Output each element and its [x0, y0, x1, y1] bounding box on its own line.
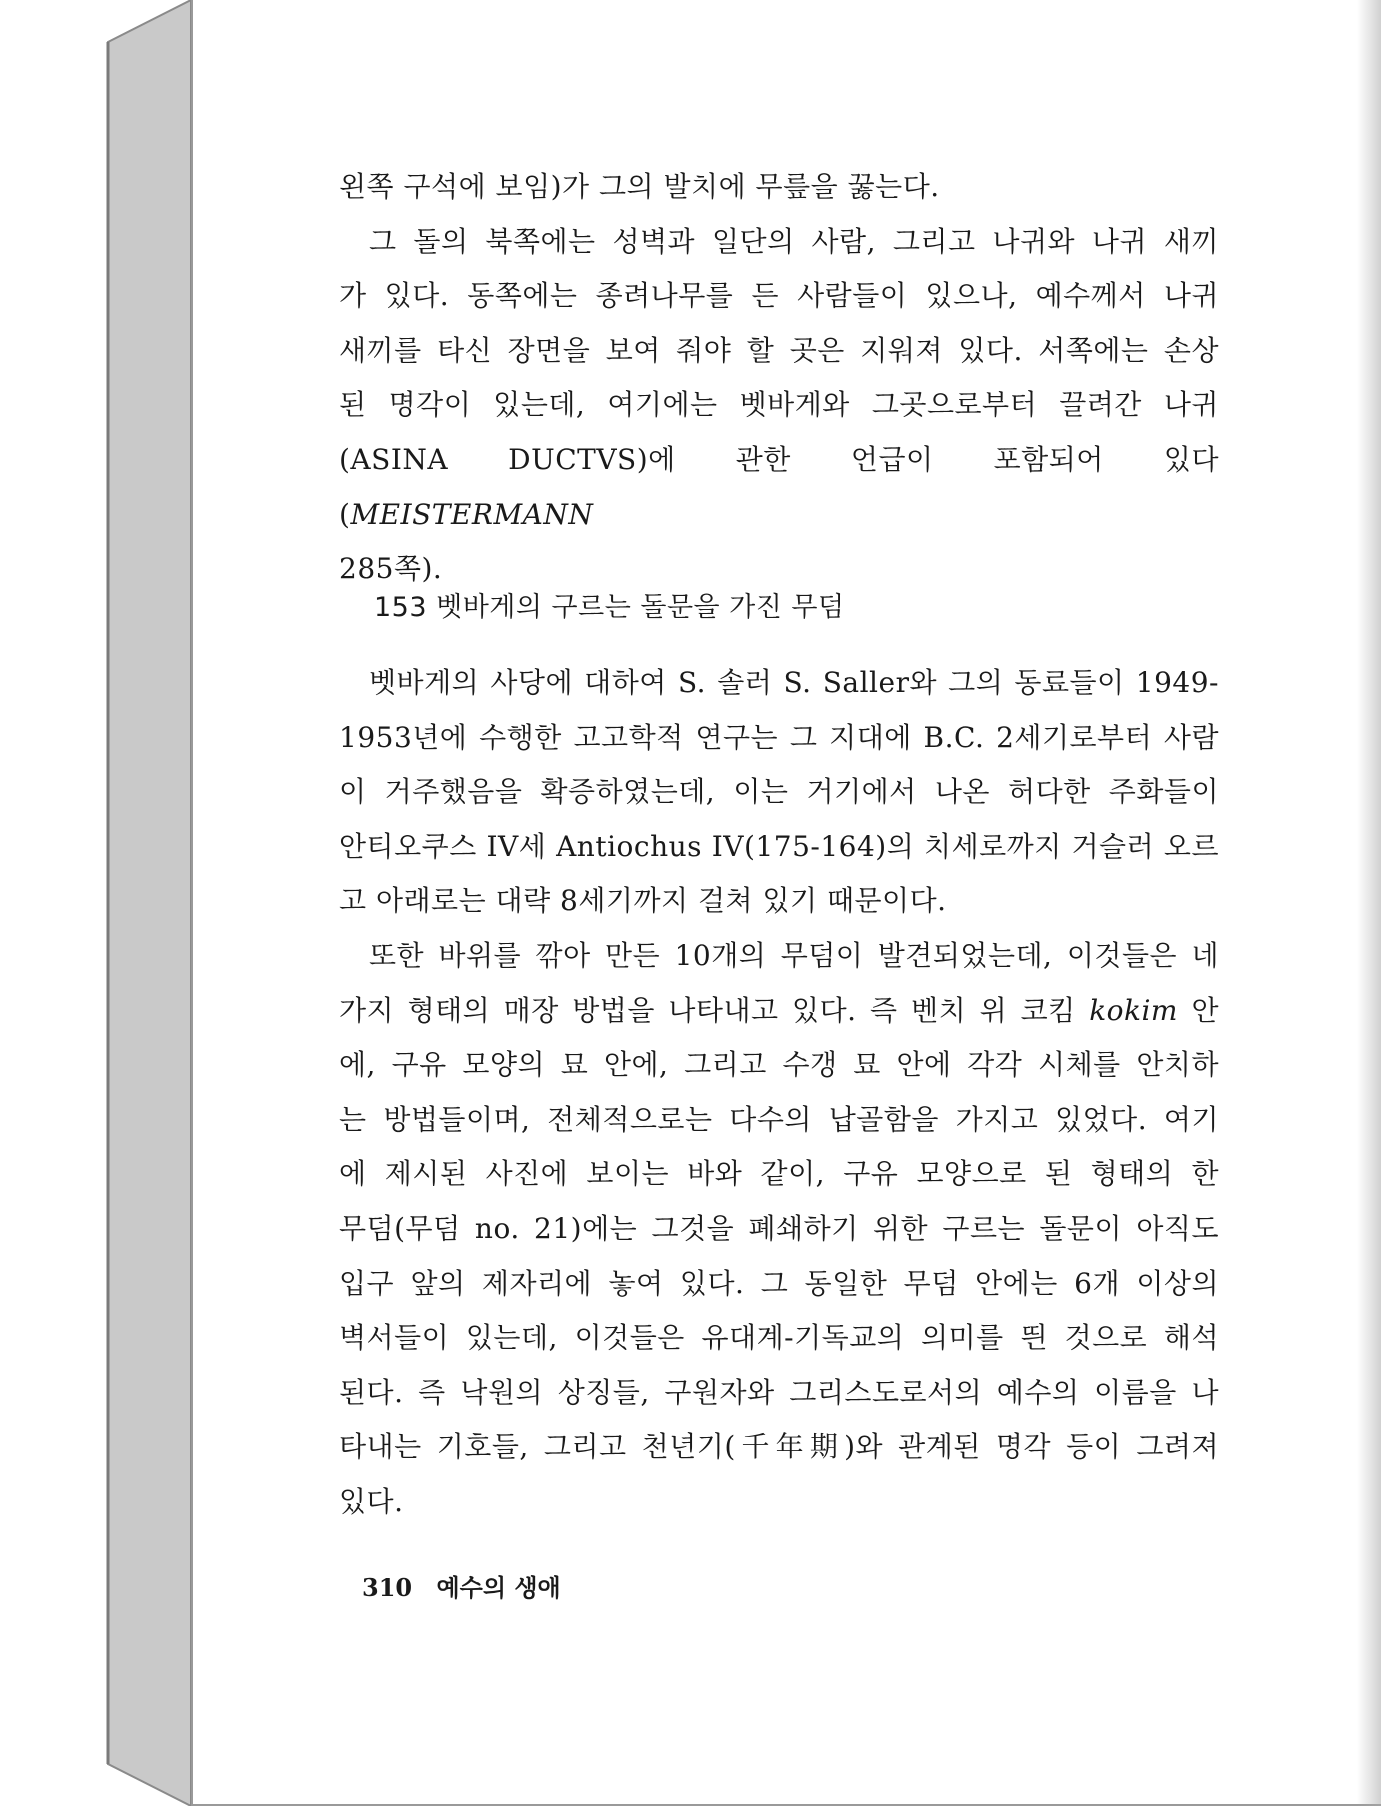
- text-line: 285쪽).: [339, 552, 443, 586]
- text-line: 1953년에 수행한 고고학적 연구는 그 지대에 B.C. 2세기로부터 사람: [339, 720, 1219, 754]
- paragraph-continuation: [339, 160, 1219, 215]
- text-line-with-citation: [339, 433, 1219, 542]
- paragraph-excavation: [339, 656, 1219, 929]
- text-line: 벽서들이 있는데, 이것들은 유대계-기독교의 의미를 띈 것으로 해석: [339, 1321, 1219, 1355]
- top-text-block: [339, 160, 1219, 597]
- section-heading: 153 벳바게의 구르는 돌문을 가진 무덤: [374, 592, 845, 623]
- text-line: 있다.: [339, 1484, 404, 1518]
- text-line: 그 돌의 북쪽에는 성벽과 일단의 사람, 그리고 나귀와 나귀 새끼: [369, 224, 1219, 258]
- text-line: 가 있다. 동쪽에는 종려나무를 든 사람들이 있으나, 예수께서 나귀: [339, 279, 1219, 313]
- italic-term: kokim: [1089, 993, 1178, 1027]
- book-edge: [0, 0, 200, 1806]
- citation-author: MEISTERMANN: [350, 497, 594, 531]
- text-line: 이 거주했음을 확증하였는데, 이는 거기에서 나온 허다한 주화들이: [339, 775, 1219, 809]
- text-segment: 안: [1177, 993, 1220, 1027]
- text-line: 또한 바위를 깎아 만든 10개의 무덤이 발견되었는데, 이것들은 네: [369, 938, 1219, 972]
- text-segment: 가지 형태의 매장 방법을 나타내고 있다. 즉 벤치 위 코킴: [339, 993, 1090, 1027]
- running-title: 예수의 생애: [436, 1573, 561, 1602]
- text-line: 고 아래로는 대략 8세기까지 걸쳐 있기 때문이다.: [339, 884, 947, 918]
- text-line: 왼쪽 구석에 보임)가 그의 발치에 무릎을 꿇는다.: [339, 170, 940, 203]
- text-line: 벳바게의 사당에 대하여 S. 솔러 S. Saller와 그의 동료들이 1949-: [369, 666, 1219, 699]
- page-footer: [362, 1568, 561, 1603]
- page-number: 310: [362, 1573, 413, 1602]
- text-line: 입구 앞의 제자리에 놓여 있다. 그 동일한 무덤 안에는 6개 이상의: [339, 1266, 1219, 1300]
- text-line: 안티오쿠스 IV세 Antiochus IV(175-164)의 치세로까지 거슬러 오르: [339, 829, 1219, 863]
- paragraph-tombs: [339, 929, 1219, 1530]
- book-edge-shape: [0, 0, 200, 1806]
- text-line: 된다. 즉 낙원의 상징들, 구원자와 그리스도로서의 예수의 이름을 나: [339, 1375, 1219, 1409]
- text-line: 무덤(무덤 no. 21)에는 그것을 폐쇄하기 위한 구르는 돌문이 아직도: [339, 1211, 1219, 1245]
- text-line: 새끼를 타신 장면을 보여 줘야 할 곳은 지워져 있다. 서쪽에는 손상: [339, 333, 1219, 367]
- text-segment: (ASINA DUCTVS)에 관한 언급이 포함되어 있다(: [339, 442, 1219, 531]
- text-line: 에 제시된 사진에 보이는 바와 같이, 구유 모양으로 된 형태의 한: [339, 1157, 1219, 1191]
- paragraph-stone-description: [339, 215, 1219, 597]
- text-line-with-term: [339, 984, 1219, 1039]
- text-line: 된 명각이 있는데, 여기에는 벳바게와 그곳으로부터 끌려간 나귀: [339, 388, 1219, 422]
- text-line: 에, 구유 모양의 묘 안에, 그리고 수갱 묘 안에 각각 시체를 안치하: [339, 1048, 1219, 1082]
- section-body: [339, 656, 1219, 1530]
- page-edge-shadow: [1357, 0, 1381, 1806]
- text-line: 는 방법들이며, 전체적으로는 다수의 납골함을 가지고 있었다. 여기: [339, 1102, 1219, 1136]
- text-line: 타내는 기호들, 그리고 천년기(千年期)와 관계된 명각 등이 그려져: [339, 1430, 1219, 1464]
